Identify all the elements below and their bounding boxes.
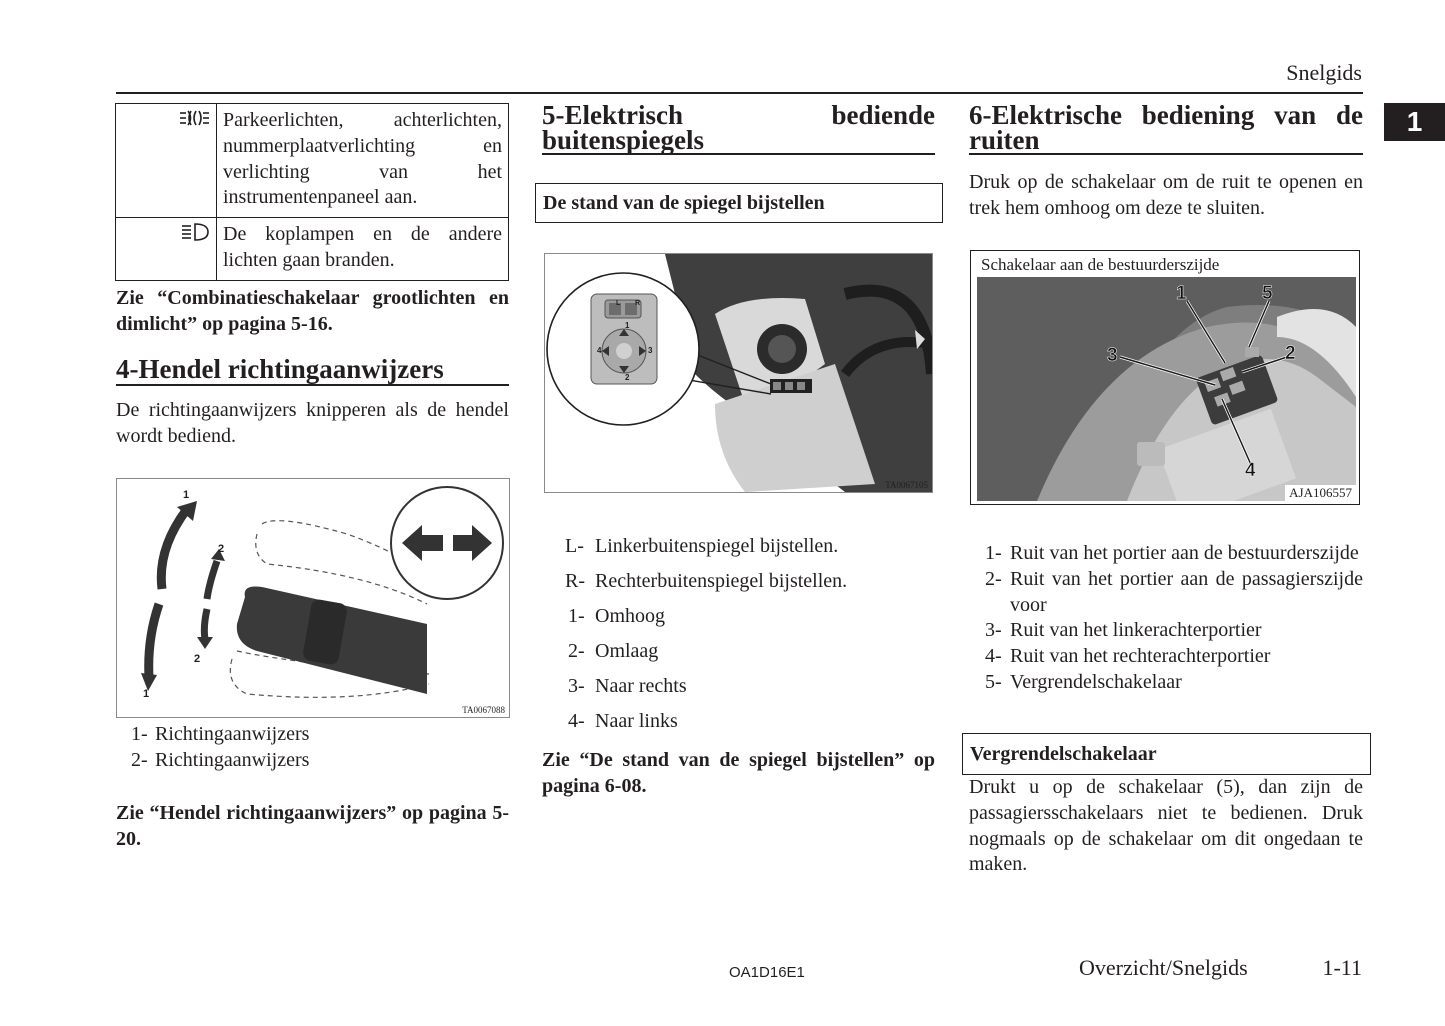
reference-turn-signal: Zie “Hendel richtingaanwijzers” op pagina 5-20. xyxy=(116,802,509,850)
switch-label-4: 4 xyxy=(597,346,602,355)
switch-label-1: 1 xyxy=(625,321,630,330)
table-row xyxy=(116,218,509,281)
figure-caption: Schakelaar aan de bestuurderszijde xyxy=(981,255,1220,274)
item-text: Richtingaanwijzers xyxy=(155,723,310,745)
figure-label-1: 1 xyxy=(183,489,190,501)
turn-signal-figure xyxy=(116,478,510,718)
door-panel-illustration xyxy=(977,277,1356,501)
running-header-title: Snelgids xyxy=(1286,60,1362,85)
figure-code: TA0067088 xyxy=(462,705,505,715)
list-item xyxy=(131,748,501,774)
chapter-tab: 1 xyxy=(1384,103,1445,141)
list-item xyxy=(565,569,935,595)
callout-4: 4 xyxy=(1245,460,1256,481)
item-text: Ruit van het rechterachterportier xyxy=(1010,645,1271,668)
section-heading-text: 5-Elektrisch bediende buitenspiegels xyxy=(542,100,935,155)
door-switch-photo xyxy=(977,277,1356,501)
lights-description: Parkeerlichten, achterlichten, nummerplaatverlichting en verlichting van het instrumentenpaneel aan. xyxy=(217,104,509,218)
item-number: 5- xyxy=(985,670,1002,693)
turn-signal-illustration xyxy=(117,479,509,717)
item-number: R- xyxy=(565,569,585,592)
callout-5: 5 xyxy=(1262,283,1273,304)
item-text: Omlaag xyxy=(595,639,659,662)
item-number: 1- xyxy=(131,723,148,745)
item-number: 4- xyxy=(568,709,585,732)
document-code: OA1D16E1 xyxy=(729,964,805,981)
section-heading-4 xyxy=(116,356,509,386)
callout-3: 3 xyxy=(1107,345,1118,366)
list-item xyxy=(565,534,935,560)
page-number: 1-11 xyxy=(1322,955,1362,980)
list-item xyxy=(565,639,935,665)
callout-1: 1 xyxy=(1176,283,1187,304)
item-number: 2- xyxy=(985,567,1002,590)
section-heading-6 xyxy=(969,100,1363,155)
window-intro: Druk op de schakelaar om de ruit te openen en trek hem omhoog om deze te sluiten. xyxy=(969,171,1363,219)
figure-label-1b: 1 xyxy=(143,688,150,700)
lights-table xyxy=(115,103,509,281)
list-item xyxy=(985,670,1363,696)
figure-label-2b: 2 xyxy=(194,653,201,665)
header-rule xyxy=(116,92,1363,94)
callout-2: 2 xyxy=(1285,343,1296,364)
parking-lights-icon xyxy=(178,108,210,128)
figure-code: TA0067105 xyxy=(885,480,928,490)
headlights-icon xyxy=(180,222,210,242)
item-text: Ruit van het portier aan de passagierszijde voor xyxy=(1010,567,1363,616)
item-text: Naar links xyxy=(595,709,678,732)
switch-label-l: L xyxy=(616,300,621,307)
figure-label-2: 2 xyxy=(218,543,225,555)
item-text: Ruit van het linkerachterportier xyxy=(1010,619,1262,642)
list-item xyxy=(985,567,1363,619)
item-text: Omhoog xyxy=(595,604,665,627)
mirror-switch-figure xyxy=(544,253,933,493)
item-text: Ruit van het portier aan de bestuurderszijde xyxy=(1010,542,1359,564)
table-icon-cell xyxy=(116,104,217,218)
item-text: Vergrendelschakelaar xyxy=(1010,670,1182,693)
item-number: 3- xyxy=(985,619,1002,642)
list-item xyxy=(985,541,1363,567)
subheading-box-mirror xyxy=(535,183,943,223)
turn-signal-legend xyxy=(131,722,501,774)
item-number: 1- xyxy=(568,604,585,627)
lock-switch-body: Drukt u op de schakelaar (5), dan zijn de passagiersschakelaars niet te bedienen. Druk nogmaals op de schakelaar om dit ongedaan te maken. xyxy=(969,776,1363,876)
item-text: Naar rechts xyxy=(595,674,687,697)
list-item xyxy=(131,722,501,748)
item-text: Richtingaanwijzers xyxy=(155,748,310,771)
reference-mirror: Zie “De stand van de spiegel bijstellen” op pagina 6-08. xyxy=(542,749,935,797)
subheading-text: De stand van de spiegel bijstellen xyxy=(543,191,825,214)
list-item xyxy=(565,604,935,630)
item-number: 4- xyxy=(985,645,1002,668)
section-heading-text: 4-Hendel richtingaanwijzers xyxy=(116,354,444,384)
turn-signal-intro: De richtingaanwijzers knipperen als de hendel wordt bediend. xyxy=(116,399,509,447)
item-text: Rechterbuitenspiegel bijstellen. xyxy=(595,569,848,592)
item-number: 1- xyxy=(985,542,1002,564)
window-legend xyxy=(985,541,1363,696)
subheading-text: Vergrendelschakelaar xyxy=(970,742,1157,765)
lights-table-wrapper xyxy=(115,103,509,281)
table-row xyxy=(116,104,509,218)
switch-label-3: 3 xyxy=(648,346,653,355)
list-item xyxy=(565,709,935,735)
lights-description: De koplampen en de andere lichten gaan branden. xyxy=(217,218,509,281)
item-number: L- xyxy=(565,535,584,557)
list-item xyxy=(985,618,1363,644)
section-heading-text: 6-Elektrische bediening van de ruiten xyxy=(969,100,1363,155)
window-switch-figure xyxy=(970,250,1360,505)
section-heading-5 xyxy=(542,100,935,155)
item-number: 2- xyxy=(131,748,148,771)
dashboard-illustration xyxy=(545,254,932,492)
reference-combination-switch: Zie “Combinatieschakelaar grootlichten en dimlicht” op pagina 5-16. xyxy=(116,287,509,335)
footer-section: Overzicht/Snelgids xyxy=(1079,955,1248,980)
item-number: 2- xyxy=(568,639,585,662)
switch-label-r: R xyxy=(635,300,641,307)
subheading-box-lock xyxy=(962,733,1371,775)
item-number: 3- xyxy=(568,674,585,697)
table-icon-cell xyxy=(116,218,217,281)
item-text: Linkerbuitenspiegel bijstellen. xyxy=(595,535,839,557)
list-item xyxy=(565,674,935,700)
list-item xyxy=(985,644,1363,670)
switch-label-2: 2 xyxy=(625,373,630,382)
mirror-legend xyxy=(565,534,935,735)
figure-code: AJA106557 xyxy=(1285,485,1356,501)
